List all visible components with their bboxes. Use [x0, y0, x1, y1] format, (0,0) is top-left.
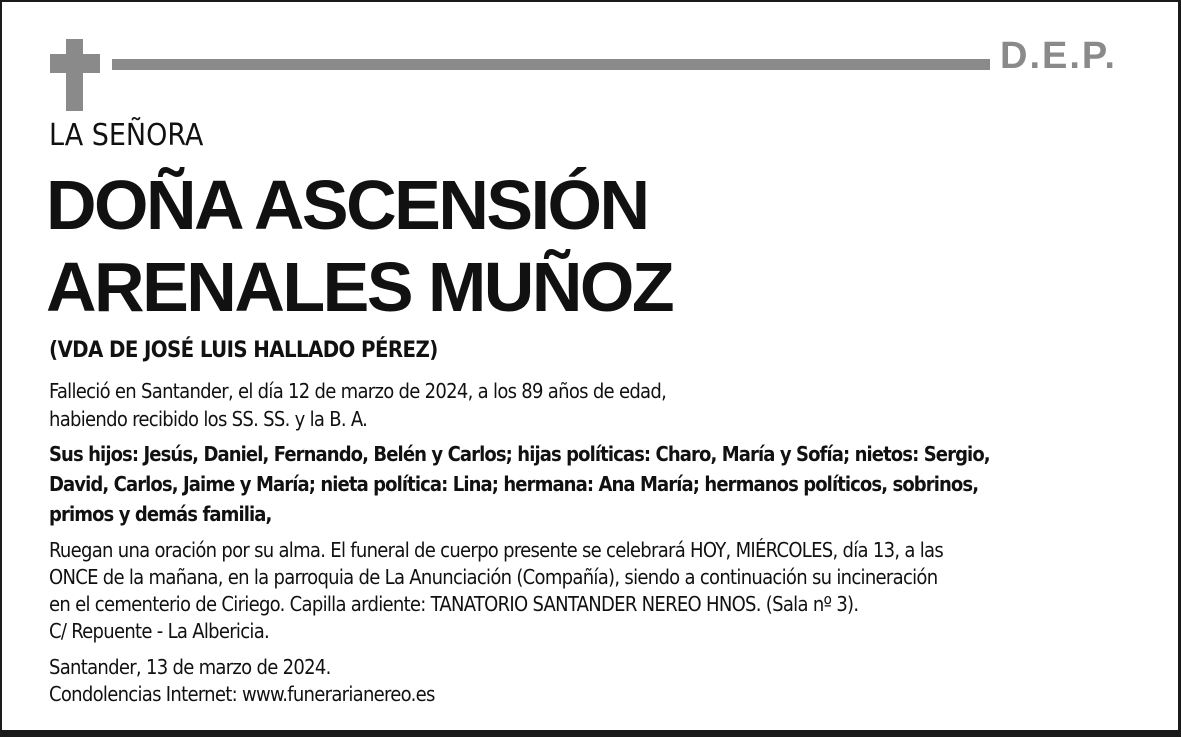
cross-icon: [66, 39, 83, 111]
family-line: David, Carlos, Jaime y María; nieta política: Lina; hermana: Ana María; hermanos políticos, sobrinos,: [49, 472, 979, 496]
condolences-line: Condolencias Internet: www.funerarianereo.es: [49, 682, 435, 706]
funeral-line: ONCE de la mañana, en la parroquia de La Anunciación (Compañía), siendo a continuación su incineración: [49, 565, 938, 589]
funeral-line: Ruegan una oración por su alma. El funeral de cuerpo presente se celebrará HOY, MIÉRCOLES, día 13, a las: [49, 538, 944, 562]
deceased-prefix: LA SEÑORA: [49, 118, 204, 153]
place-date: Santander, 13 de marzo de 2024.: [49, 655, 331, 679]
funeral-line: C/ Repuente - La Albericia.: [49, 619, 270, 643]
deceased-name-line2: ARENALES MUÑOZ: [46, 248, 673, 326]
widow-of: (VDA DE JOSÉ LUIS HALLADO PÉREZ): [49, 338, 438, 363]
header-rule: [112, 59, 990, 70]
family-line: Sus hijos: Jesús, Daniel, Fernando, Belén y Carlos; hijas políticas: Charo, María y Sofía; nietos: Sergio,: [49, 442, 990, 466]
family-line: primos y demás familia,: [49, 502, 272, 526]
death-notice-line: Falleció en Santander, el día 12 de marzo de 2024, a los 89 años de edad,: [49, 379, 667, 403]
cross-icon-arm: [50, 54, 100, 73]
funeral-line: en el cementerio de Ciriego. Capilla ardiente: TANATORIO SANTANDER NEREO HNOS. (Sala nº 3).: [49, 592, 859, 616]
deceased-name-line1: DOÑA ASCENSIÓN: [46, 166, 648, 244]
death-notice-line: habiendo recibido los SS. SS. y la B. A.: [49, 407, 368, 431]
dep-label: D.E.P.: [1000, 35, 1117, 77]
